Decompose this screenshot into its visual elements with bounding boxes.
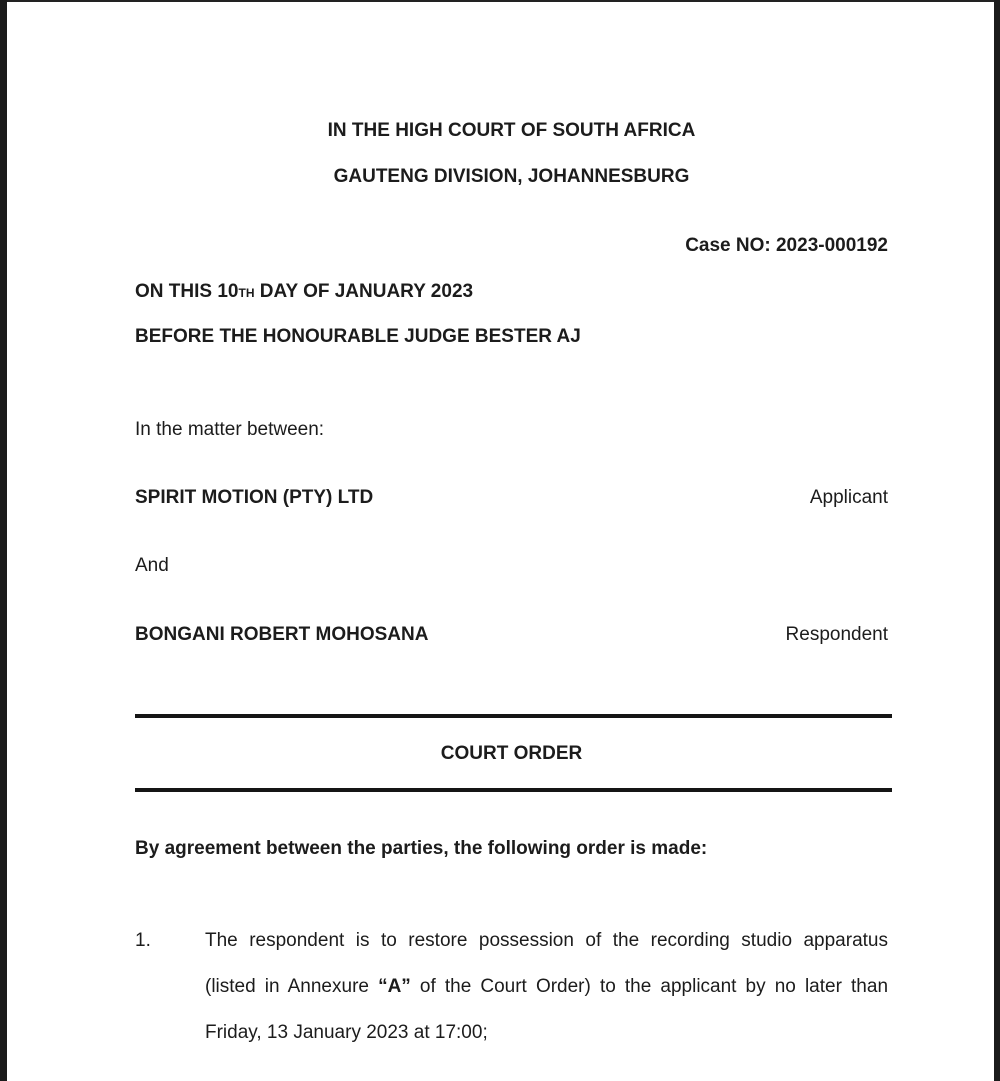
respondent-row (135, 624, 888, 646)
item-text-bold-segment: “A” (378, 976, 411, 997)
applicant-row (135, 487, 888, 509)
court-name-line1: IN THE HIGH COURT OF SOUTH AFRICA (327, 120, 696, 141)
matter-intro: In the matter between: (135, 419, 325, 440)
applicant-name: SPIRIT MOTION (PTY) LTD (135, 487, 374, 508)
top-edge-line (0, 0, 1000, 2)
date-suffix: DAY OF JANUARY 2023 (254, 281, 474, 302)
conjunction-and: And (135, 555, 169, 576)
court-name-line2: GAUTENG DIVISION, JOHANNESBURG (333, 166, 690, 187)
respondent-name: BONGANI ROBERT MOHOSANA (135, 624, 429, 645)
item-line (205, 1010, 888, 1056)
left-edge-strip (0, 0, 7, 1081)
order-preamble: By agreement between the parties, the following order is made: (135, 838, 708, 859)
court-order-heading: COURT ORDER (440, 743, 583, 764)
divider-top (135, 714, 892, 718)
order-items (135, 918, 888, 1056)
presiding-judge-line: BEFORE THE HONOURABLE JUDGE BESTER AJ (135, 326, 581, 347)
date-prefix: ON THIS 10 (135, 281, 239, 302)
item-text-segment: (listed in Annexure (205, 976, 379, 997)
item-line (205, 964, 888, 1010)
item-text-segment: The respondent is to restore possession of the recording studio apparatus (205, 930, 888, 951)
case-number: Case NO: 2023-000192 (685, 235, 888, 256)
respondent-role: Respondent (785, 624, 888, 645)
item-text-segment: of the Court Order) to the applicant by no later than (410, 976, 889, 997)
item-text-segment: Friday, 13 January 2023 at 17:00; (205, 1022, 488, 1043)
right-edge-strip (994, 0, 1000, 1081)
item-line (205, 918, 888, 964)
applicant-role: Applicant (809, 487, 888, 508)
date-superscript: TH (238, 286, 255, 300)
item-text (205, 918, 888, 1056)
order-date-line (135, 281, 888, 303)
item-number: 1. (135, 930, 151, 951)
divider-bottom (135, 788, 892, 792)
order-item (135, 918, 888, 1056)
